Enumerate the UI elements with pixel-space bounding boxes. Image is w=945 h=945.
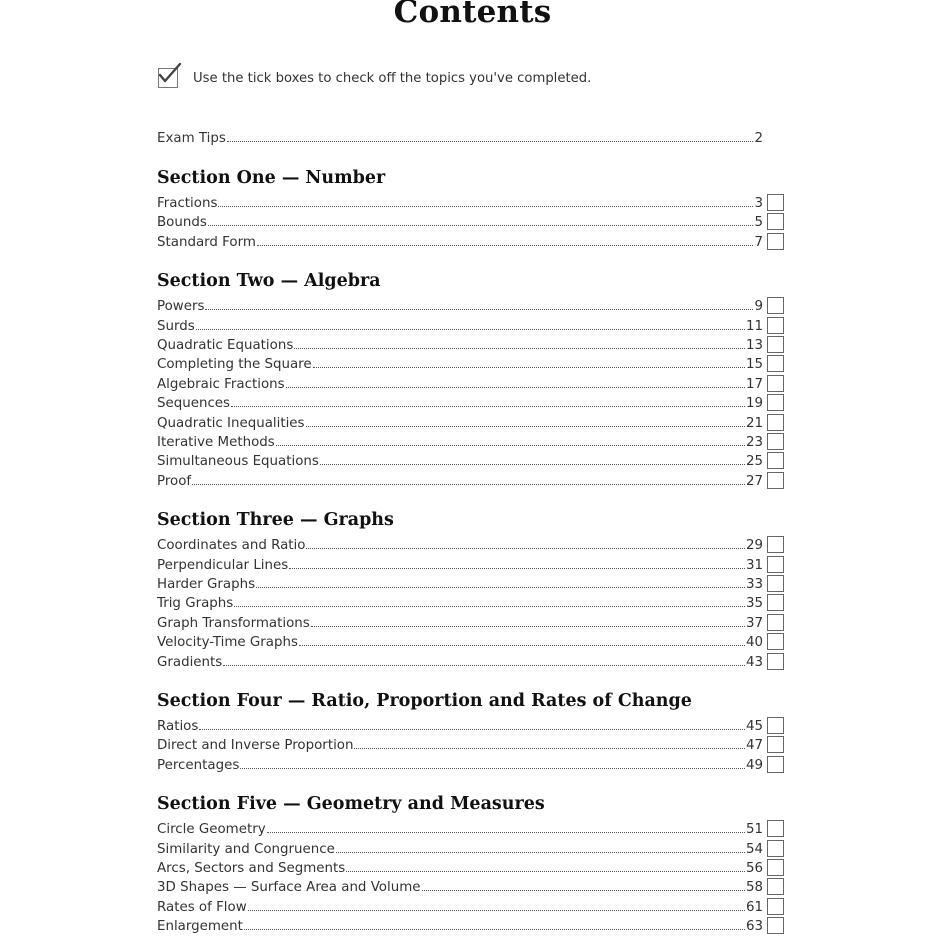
- toc-page-number: 11: [745, 318, 763, 334]
- toc-entry[interactable]: [157, 393, 763, 411]
- toc-page-number: 29: [745, 538, 763, 554]
- topic-checkbox[interactable]: [767, 614, 784, 631]
- toc-entry[interactable]: [157, 877, 763, 895]
- toc-page-number: 19: [745, 396, 763, 412]
- toc-entry[interactable]: [157, 471, 763, 489]
- dot-leader: [276, 444, 745, 446]
- topic-checkbox[interactable]: [767, 633, 784, 650]
- topic-checkbox[interactable]: [767, 859, 784, 876]
- checkmark-icon: [158, 68, 178, 88]
- dot-leader: [240, 767, 745, 769]
- dot-leader: [248, 909, 745, 911]
- dot-leader: [256, 586, 745, 588]
- dot-leader: [208, 224, 754, 226]
- topic-checkbox[interactable]: [767, 414, 784, 431]
- toc-entry[interactable]: [157, 354, 763, 372]
- toc-page-number: 58: [745, 880, 763, 896]
- toc-entry[interactable]: [157, 897, 763, 915]
- toc-page-number: 51: [745, 822, 763, 838]
- topic-checkbox[interactable]: [767, 556, 784, 573]
- dot-leader: [244, 928, 745, 930]
- topic-checkbox[interactable]: [767, 536, 784, 553]
- topic-checkbox[interactable]: [767, 233, 784, 250]
- toc-page-number: 49: [745, 757, 763, 773]
- toc-page-number: 47: [745, 738, 763, 754]
- toc-entry[interactable]: [157, 839, 763, 857]
- toc-entry[interactable]: [157, 128, 763, 146]
- toc-entry[interactable]: [157, 593, 763, 611]
- toc-page-number: 23: [745, 435, 763, 450]
- dot-leader: [320, 463, 745, 465]
- toc-entry-title: Percentages: [157, 757, 240, 773]
- toc-page-number: 61: [745, 899, 763, 915]
- topic-checkbox[interactable]: [767, 355, 784, 372]
- toc-entry-title: Powers: [157, 299, 205, 315]
- toc-entry[interactable]: [157, 296, 763, 314]
- toc-entry[interactable]: [157, 316, 763, 334]
- topic-checkbox[interactable]: [767, 917, 784, 934]
- toc-page-number: 40: [745, 635, 763, 651]
- toc-entry[interactable]: [157, 716, 763, 734]
- toc-page-number: 15: [745, 357, 763, 373]
- toc-entry-title: Standard Form: [157, 234, 256, 250]
- toc-entry[interactable]: [157, 755, 763, 773]
- toc-entry-title: Coordinates and Ratio: [157, 538, 306, 554]
- toc-entry[interactable]: [157, 451, 763, 469]
- topic-checkbox[interactable]: [767, 594, 784, 611]
- toc-page-number: 37: [745, 615, 763, 631]
- toc-entry-title: Proof: [157, 473, 192, 489]
- dot-leader: [346, 870, 745, 872]
- toc-entry-title: Iterative Methods: [157, 435, 275, 450]
- toc-entry[interactable]: [157, 193, 763, 211]
- toc-entry[interactable]: [157, 652, 763, 670]
- toc-page-number: 5: [754, 215, 763, 231]
- toc-entry[interactable]: [157, 613, 763, 631]
- topic-checkbox[interactable]: [767, 840, 784, 857]
- toc-entry-title: Sequences: [157, 396, 231, 412]
- dot-leader: [231, 405, 745, 407]
- topic-checkbox[interactable]: [767, 297, 784, 314]
- topic-checkbox[interactable]: [767, 336, 784, 353]
- dot-leader: [199, 728, 745, 730]
- toc-page-number: 9: [754, 299, 763, 315]
- toc-entry-title: Enlargement: [157, 919, 243, 935]
- toc-entry-title: Bounds: [157, 215, 207, 231]
- topic-checkbox[interactable]: [767, 213, 784, 230]
- dot-leader: [205, 308, 753, 310]
- topic-checkbox[interactable]: [767, 717, 784, 734]
- topic-checkbox[interactable]: [767, 575, 784, 592]
- toc-entry[interactable]: [157, 574, 763, 592]
- dot-leader: [218, 205, 753, 207]
- toc-entry-title: Gradients: [157, 654, 223, 670]
- dot-leader: [306, 547, 744, 549]
- topic-checkbox[interactable]: [767, 898, 784, 915]
- topic-checkbox[interactable]: [767, 736, 784, 753]
- section-heading: Section Five — Geometry and Measures: [157, 794, 545, 815]
- toc-page-number: 43: [745, 654, 763, 670]
- toc-entry[interactable]: [157, 335, 763, 353]
- toc-entry[interactable]: [157, 735, 763, 753]
- topic-checkbox[interactable]: [767, 194, 784, 211]
- toc-page-number: 33: [745, 577, 763, 592]
- dot-leader: [294, 347, 745, 349]
- toc-entry[interactable]: [157, 374, 763, 392]
- toc-page-number: 17: [745, 376, 763, 392]
- dot-leader: [311, 625, 745, 627]
- topic-checkbox[interactable]: [767, 472, 784, 489]
- toc-page-number: 13: [745, 338, 763, 353]
- dot-leader: [289, 567, 745, 569]
- toc-page-number: 54: [745, 841, 763, 857]
- topic-checkbox[interactable]: [767, 375, 784, 392]
- dot-leader: [192, 483, 745, 485]
- toc-entry-title: Perpendicular Lines: [157, 557, 289, 573]
- dot-leader: [257, 244, 754, 246]
- dot-leader: [267, 831, 745, 833]
- dot-leader: [306, 425, 745, 427]
- topic-checkbox[interactable]: [767, 433, 784, 450]
- section-heading: Section Four — Ratio, Proportion and Rates of Change: [157, 691, 692, 711]
- toc-entry-title: Surds: [157, 318, 195, 334]
- topic-checkbox[interactable]: [767, 452, 784, 469]
- dot-leader: [336, 851, 745, 853]
- toc-entry[interactable]: [157, 212, 763, 230]
- toc-entry-title: Similarity and Congruence: [157, 841, 335, 857]
- toc-entry-title: Completing the Square: [157, 357, 312, 373]
- toc-entry-title: Quadratic Equations: [157, 338, 294, 353]
- toc-entry-title: Algebraic Fractions: [157, 376, 285, 392]
- toc-page-number: 2: [754, 131, 763, 146]
- dot-leader: [313, 366, 745, 368]
- topic-checkbox[interactable]: [767, 653, 784, 670]
- toc-page-number: 27: [745, 473, 763, 489]
- toc-entry-title: Circle Geometry: [157, 822, 266, 838]
- toc-page-number: 31: [745, 557, 763, 573]
- topic-checkbox[interactable]: [767, 317, 784, 334]
- toc-entry-title: Harder Graphs: [157, 577, 256, 592]
- toc-entry[interactable]: [157, 432, 763, 450]
- toc-page-number: 45: [745, 719, 763, 734]
- toc-entry-title: 3D Shapes — Surface Area and Volume: [157, 880, 421, 896]
- toc-entry-title: Quadratic Inequalities: [157, 415, 305, 431]
- toc-page-number: 21: [745, 415, 763, 431]
- dot-leader: [299, 644, 745, 646]
- dot-leader: [234, 605, 745, 607]
- toc-page-number: 56: [745, 861, 763, 876]
- page-title: Contents: [393, 0, 552, 30]
- toc-entry[interactable]: [157, 916, 763, 934]
- dot-leader: [286, 386, 745, 388]
- instruction-row: [158, 66, 591, 90]
- toc-entry[interactable]: [157, 858, 763, 876]
- toc-entry-title: Direct and Inverse Proportion: [157, 738, 354, 754]
- topic-checkbox[interactable]: [767, 394, 784, 411]
- toc-entry-title: Rates of Flow: [157, 899, 247, 915]
- topic-checkbox[interactable]: [767, 820, 784, 837]
- toc-entry-title: Graph Transformations: [157, 615, 310, 631]
- dot-leader: [223, 664, 745, 666]
- toc-entry[interactable]: [157, 632, 763, 650]
- toc-page-number: 35: [745, 596, 763, 612]
- toc-entry-title: Exam Tips: [157, 131, 226, 146]
- toc-entry-title: Velocity-Time Graphs: [157, 635, 298, 651]
- dot-leader: [422, 889, 745, 891]
- toc-entry-title: Trig Graphs: [157, 596, 234, 612]
- toc-entry-title: Fractions: [157, 196, 218, 211]
- toc-entry-title: Ratios: [157, 719, 199, 734]
- toc-entry[interactable]: [157, 232, 763, 250]
- toc-entry[interactable]: [157, 555, 763, 573]
- topic-checkbox[interactable]: [767, 756, 784, 773]
- section-heading: Section Two — Algebra: [157, 271, 381, 292]
- dot-leader: [196, 328, 745, 330]
- toc-page-number: 25: [745, 454, 763, 470]
- toc-entry[interactable]: [157, 413, 763, 431]
- toc-page-number: 63: [745, 919, 763, 935]
- topic-checkbox[interactable]: [767, 878, 784, 895]
- toc-entry-title: Simultaneous Equations: [157, 454, 319, 470]
- section-heading: Section One — Number: [157, 168, 386, 188]
- section-heading: Section Three — Graphs: [157, 510, 394, 531]
- toc-entry-title: Arcs, Sectors and Segments: [157, 861, 346, 876]
- toc-entry[interactable]: [157, 535, 763, 553]
- toc-page-number: 3: [754, 196, 763, 211]
- dot-leader: [227, 140, 754, 142]
- toc-page-number: 7: [754, 234, 763, 250]
- dot-leader: [354, 747, 744, 749]
- instruction-text: Use the tick boxes to check off the topics you've completed.: [193, 70, 592, 86]
- toc-entry[interactable]: [157, 819, 763, 837]
